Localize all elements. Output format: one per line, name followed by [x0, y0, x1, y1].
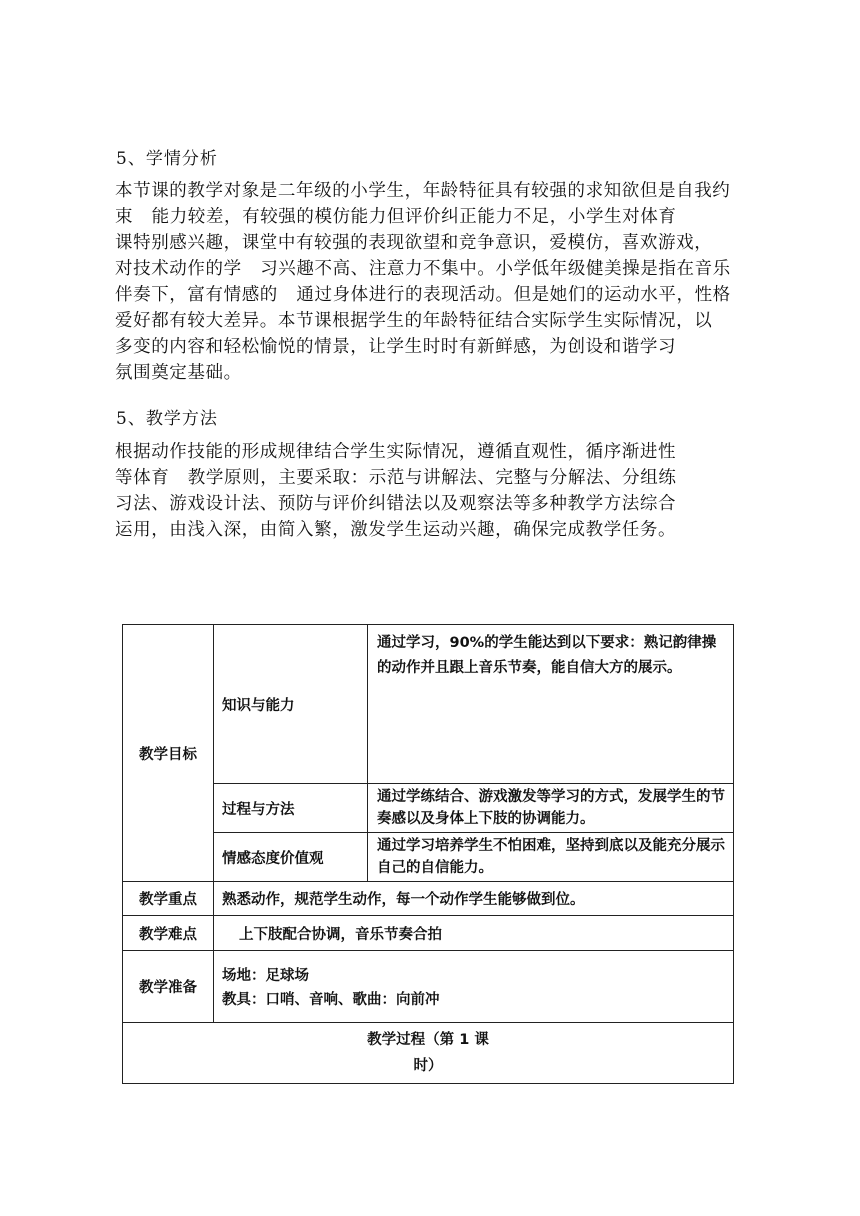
analysis-line: 束 能力较差，有较强的模仿能力但评价纠正能力不足，小学生对体育	[115, 207, 677, 227]
table-row	[123, 833, 734, 882]
table-row	[123, 625, 734, 784]
process-title-line: 教学过程（第 1 课	[367, 1032, 489, 1048]
analysis-line: 对技术动作的学 习兴趣不高、注意力不集中。小学低年级健美操是指在音乐	[115, 259, 731, 279]
goals-label: 教学目标	[123, 625, 214, 882]
table-row	[123, 951, 734, 1023]
method-line: 习法、游戏设计法、预防与评价纠错法以及观察法等多种教学方法综合	[115, 494, 677, 514]
analysis-paragraph	[115, 178, 755, 386]
process-title	[123, 1023, 734, 1084]
knowledge-text: 通过学习，90%的学生能达到以下要求：熟记韵律操的动作并且跟上音乐节奏，能自信大方的展示。	[368, 625, 734, 784]
analysis-line: 爱好都有较大差异。本节课根据学生的年龄特征结合实际学生实际情况，以	[115, 311, 713, 331]
table-row	[123, 1023, 734, 1084]
emotion-label: 情感态度价值观	[214, 833, 368, 882]
prep-content	[214, 951, 734, 1023]
table-row	[123, 784, 734, 833]
prep-equipment: 教具：口哨、音响、歌曲：向前冲	[222, 991, 440, 1008]
method-line: 根据动作技能的形成规律结合学生实际情况，遵循直观性，循序渐进性	[115, 442, 677, 462]
focus-label: 教学重点	[123, 882, 214, 916]
emotion-text: 通过学习培养学生不怕困难，坚持到底以及能充分展示自己的自信能力。	[368, 833, 734, 882]
process-method-label: 过程与方法	[214, 784, 368, 833]
process-title-line: 时）	[413, 1058, 443, 1074]
method-line: 运用，由浅入深，由简入繁，激发学生运动兴趣，确保完成教学任务。	[115, 520, 677, 540]
difficulty-text: 上下肢配合协调，音乐节奏合拍	[214, 916, 734, 951]
analysis-line: 氛围奠定基础。	[115, 363, 242, 383]
analysis-line: 伴奏下，富有情感的 通过身体进行的表现活动。但是她们的运动水平，性格	[115, 285, 731, 305]
table-row	[123, 916, 734, 951]
section-heading-method: 5、教学方法	[116, 409, 218, 429]
process-method-text: 通过学练结合、游戏激发等学习的方式，发展学生的节奏感以及身体上下肢的协调能力。	[368, 784, 734, 833]
section-heading-analysis: 5、学情分析	[116, 149, 218, 169]
difficulty-label: 教学难点	[123, 916, 214, 951]
prep-venue: 场地：足球场	[222, 967, 309, 984]
analysis-line: 多变的内容和轻松愉悦的情景，让学生时时有新鲜感，为创设和谐学习	[115, 337, 677, 357]
lesson-plan-table	[122, 624, 734, 1084]
focus-text: 熟悉动作，规范学生动作，每一个动作学生能够做到位。	[214, 882, 734, 916]
table-row	[123, 882, 734, 916]
method-paragraph	[115, 439, 755, 543]
analysis-line: 本节课的教学对象是二年级的小学生，年龄特征具有较强的求知欲但是自我约	[115, 181, 731, 201]
prep-label: 教学准备	[123, 951, 214, 1023]
analysis-line: 课特别感兴趣，课堂中有较强的表现欲望和竞争意识，爱模仿，喜欢游戏，	[115, 233, 713, 253]
knowledge-label: 知识与能力	[214, 625, 368, 784]
method-line: 等体育 教学原则，主要采取：示范与讲解法、完整与分解法、分组练	[115, 468, 677, 488]
